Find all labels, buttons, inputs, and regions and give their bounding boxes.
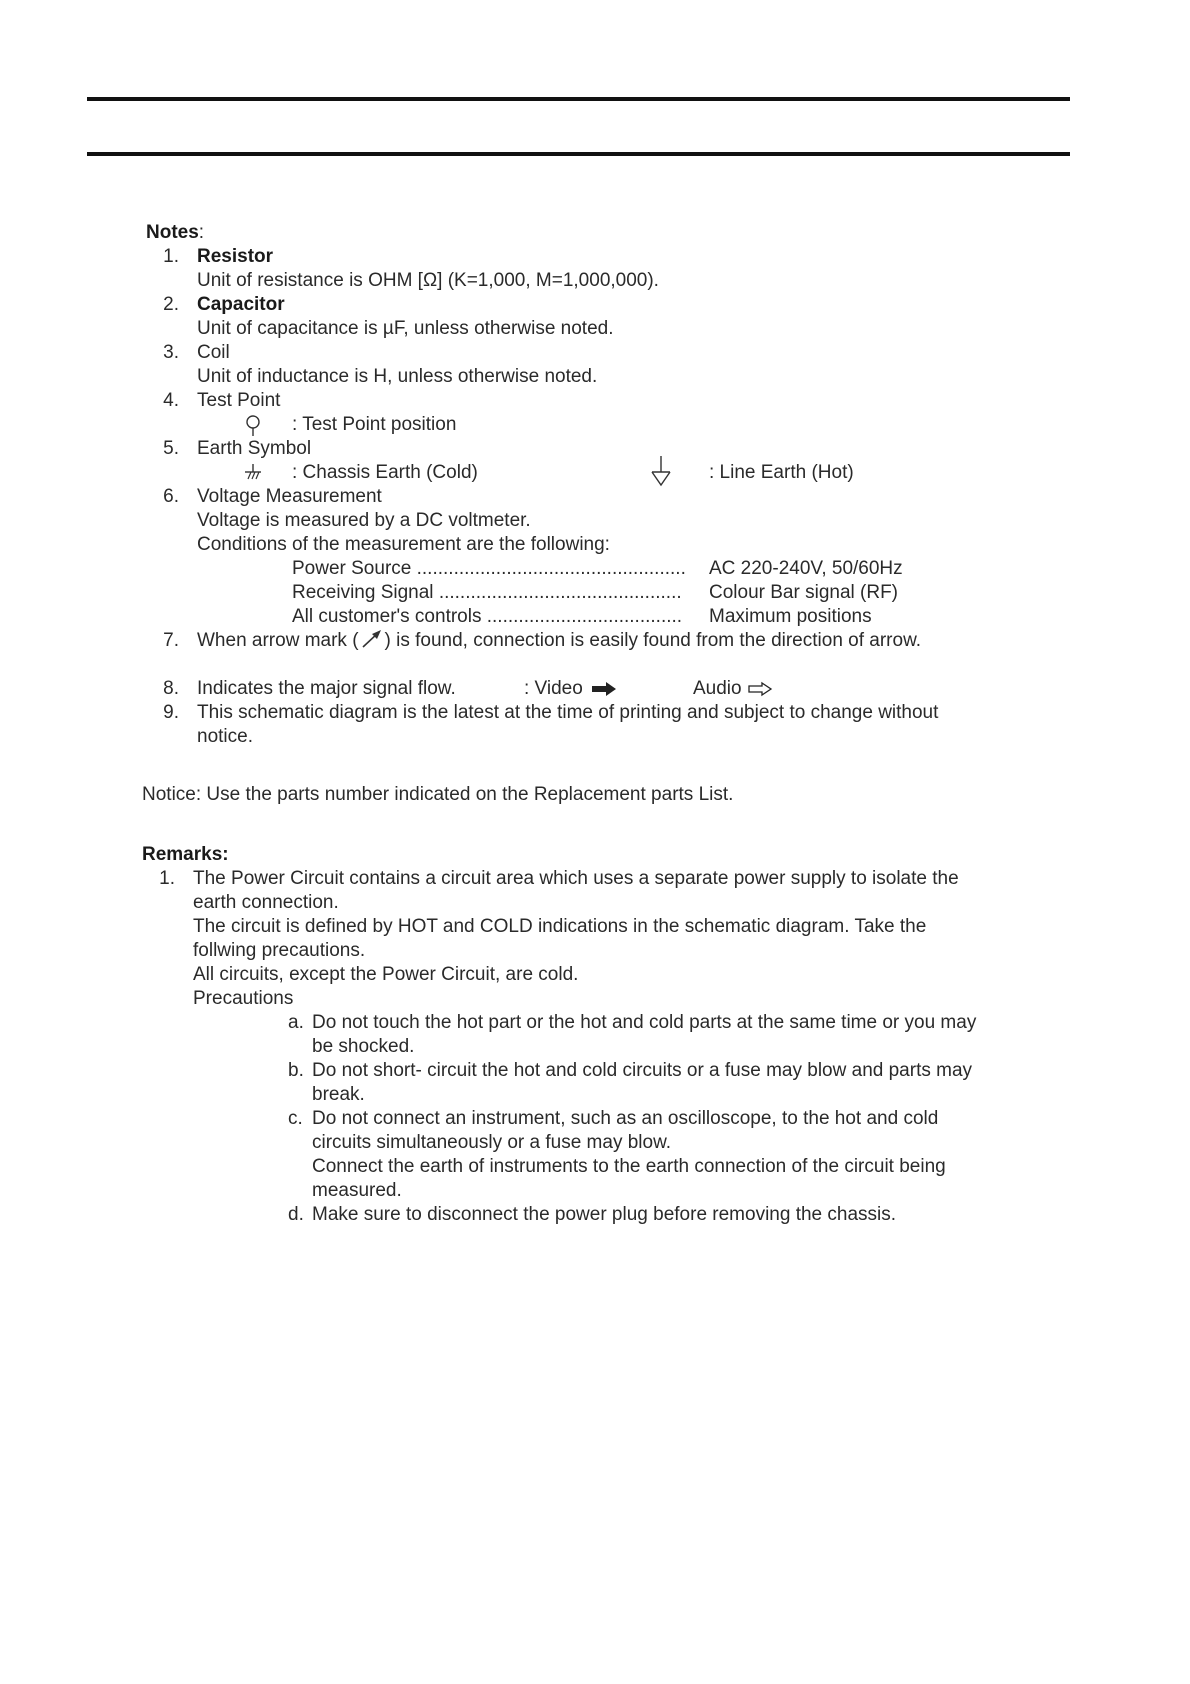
- precaution-b-line-1: Do not short- circuit the hot and cold circuits or a fuse may blow and parts may: [312, 1060, 973, 1081]
- precaution-b-letter: b.: [288, 1060, 304, 1081]
- note-4-number: 4.: [163, 390, 179, 411]
- note-1-title: Resistor: [197, 246, 274, 267]
- note-3-title: Coil: [197, 342, 230, 363]
- condition-dots: .....................................: [486, 606, 683, 627]
- chassis-earth-text: : Chassis Earth (Cold): [292, 462, 478, 483]
- arrow-mark-icon: [361, 629, 383, 649]
- condition-receiving-signal-value: Colour Bar signal (RF): [709, 582, 898, 603]
- condition-label: Receiving Signal: [292, 582, 434, 603]
- remark-line-4: follwing precautions.: [193, 940, 366, 961]
- notes-heading: [146, 221, 204, 245]
- note-2-title: Capacitor: [197, 294, 285, 315]
- note-2-line: Unit of capacitance is µF, unless otherwise noted.: [197, 318, 614, 339]
- condition-receiving-signal: [292, 581, 682, 605]
- video-arrow-icon: [592, 682, 616, 696]
- note-6-number: 6.: [163, 486, 179, 507]
- precaution-c-line-1: Do not connect an instrument, such as an oscilloscope, to the hot and cold: [312, 1108, 939, 1129]
- note-6-line-2: Conditions of the measurement are the following:: [197, 534, 610, 555]
- chassis-earth-icon: [244, 464, 262, 482]
- notes-heading-text: Notes: [146, 222, 199, 243]
- precaution-c-line-4: measured.: [312, 1180, 402, 1201]
- note-1-line: Unit of resistance is OHM [Ω] (K=1,000, M=1,000,000).: [197, 270, 659, 291]
- precaution-b-line-2: break.: [312, 1084, 365, 1105]
- note-1-number: 1.: [163, 246, 179, 267]
- precaution-a-line-2: be shocked.: [312, 1036, 415, 1057]
- precaution-c-line-2: circuits simultaneously or a fuse may blow.: [312, 1132, 672, 1153]
- note-8-text: Indicates the major signal flow.: [197, 678, 456, 699]
- remark-line-3: The circuit is defined by HOT and COLD indications in the schematic diagram. Take the: [193, 916, 927, 937]
- audio-arrow-icon: [748, 682, 772, 696]
- note-6-line-1: Voltage is measured by a DC voltmeter.: [197, 510, 531, 531]
- note-7-number: 7.: [163, 630, 179, 651]
- condition-customer-controls-value: Maximum positions: [709, 606, 872, 627]
- precaution-a-line-1: Do not touch the hot part or the hot and cold parts at the same time or you may: [312, 1012, 977, 1033]
- note-2-number: 2.: [163, 294, 179, 315]
- condition-label: Power Source: [292, 558, 412, 579]
- remark-line-6: Precautions: [193, 988, 294, 1009]
- note-7-text-before: When arrow mark (: [197, 630, 359, 651]
- line-earth-icon: [650, 456, 672, 488]
- remarks-heading: Remarks:: [142, 844, 229, 865]
- line-earth-text: : Line Earth (Hot): [709, 462, 854, 483]
- note-7-text-after: ) is found, connection is easily found from the direction of arrow.: [384, 630, 922, 651]
- video-label: : Video: [524, 678, 583, 699]
- second-rule: [87, 152, 1070, 156]
- note-8-number: 8.: [163, 678, 179, 699]
- condition-power-source-value: AC 220-240V, 50/60Hz: [709, 558, 903, 579]
- test-point-icon: [244, 414, 262, 438]
- audio-label: Audio: [693, 678, 742, 699]
- condition-customer-controls: [292, 605, 682, 629]
- note-9-line-2: notice.: [197, 726, 253, 747]
- condition-label: All customer's controls: [292, 606, 482, 627]
- note-9-line-1: This schematic diagram is the latest at the time of printing and subject to change without: [197, 702, 939, 723]
- remark-line-1: The Power Circuit contains a circuit area which uses a separate power supply to isolate the: [193, 868, 959, 889]
- remark-line-5: All circuits, except the Power Circuit, are cold.: [193, 964, 579, 985]
- precaution-d-letter: d.: [288, 1204, 304, 1225]
- precaution-c-letter: c.: [288, 1108, 303, 1129]
- notes-heading-colon: :: [198, 222, 205, 243]
- condition-dots: ...................................................: [416, 558, 686, 579]
- note-3-line: Unit of inductance is H, unless otherwise noted.: [197, 366, 598, 387]
- note-3-number: 3.: [163, 342, 179, 363]
- note-5-number: 5.: [163, 438, 179, 459]
- precaution-d-line-1: Make sure to disconnect the power plug before removing the chassis.: [312, 1204, 897, 1225]
- precaution-a-letter: a.: [288, 1012, 304, 1033]
- note-5-title: Earth Symbol: [197, 438, 312, 459]
- remark-1-number: 1.: [159, 868, 175, 889]
- top-rule: [87, 97, 1070, 101]
- condition-dots: ..............................................: [438, 582, 682, 603]
- precaution-c-line-3: Connect the earth of instruments to the earth connection of the circuit being: [312, 1156, 946, 1177]
- test-point-text: : Test Point position: [292, 414, 457, 435]
- note-4-title: Test Point: [197, 390, 281, 411]
- note-6-title: Voltage Measurement: [197, 486, 382, 507]
- note-7-text: [197, 629, 921, 653]
- remark-line-2: earth connection.: [193, 892, 339, 913]
- condition-power-source: [292, 557, 686, 581]
- notice-text: Notice: Use the parts number indicated on the Replacement parts List.: [142, 784, 734, 805]
- note-9-number: 9.: [163, 702, 179, 723]
